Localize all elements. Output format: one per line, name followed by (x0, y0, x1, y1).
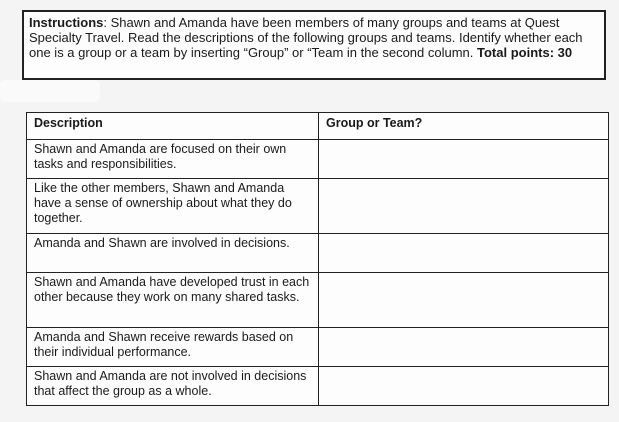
header-description: Description (27, 113, 319, 140)
table-row (27, 234, 609, 273)
description-cell: Shawn and Amanda are focused on their own tasks and responsibilities. (27, 140, 319, 179)
header-row (27, 113, 609, 140)
total-points: Total points: 30 (477, 45, 573, 60)
instructions-label: Instructions (29, 15, 104, 30)
answer-cell[interactable] (319, 234, 609, 273)
table-row (27, 328, 609, 367)
answer-cell[interactable] (319, 140, 609, 179)
description-cell: Shawn and Amanda are not involved in decisions that affect the group as a whole. (27, 367, 319, 406)
answer-cell[interactable] (319, 179, 609, 234)
description-cell: Like the other members, Shawn and Amanda have a sense of ownership about what they do together. (27, 179, 319, 234)
group-or-team-table (26, 112, 609, 406)
table-row (27, 273, 609, 328)
answer-cell[interactable] (319, 328, 609, 367)
description-cell: Amanda and Shawn receive rewards based on their individual performance. (27, 328, 319, 367)
answer-cell[interactable] (319, 367, 609, 406)
smudge (0, 80, 100, 102)
answer-cell[interactable] (319, 273, 609, 328)
table-row (27, 367, 609, 406)
instructions-box (22, 10, 606, 80)
description-cell: Amanda and Shawn are involved in decisions. (27, 234, 319, 273)
table-row (27, 140, 609, 179)
table-row (27, 179, 609, 234)
instructions-text: : Shawn and Amanda have been members of many groups and teams at Quest Specialty Travel. Read the descriptions of the following groups and teams. Identify whether each one is a group or a team by inserting “Group” or “Team in the second column. (29, 15, 583, 60)
header-group-or-team: Group or Team? (319, 113, 609, 140)
description-cell: Shawn and Amanda have developed trust in each other because they work on many shared tasks. (27, 273, 319, 328)
